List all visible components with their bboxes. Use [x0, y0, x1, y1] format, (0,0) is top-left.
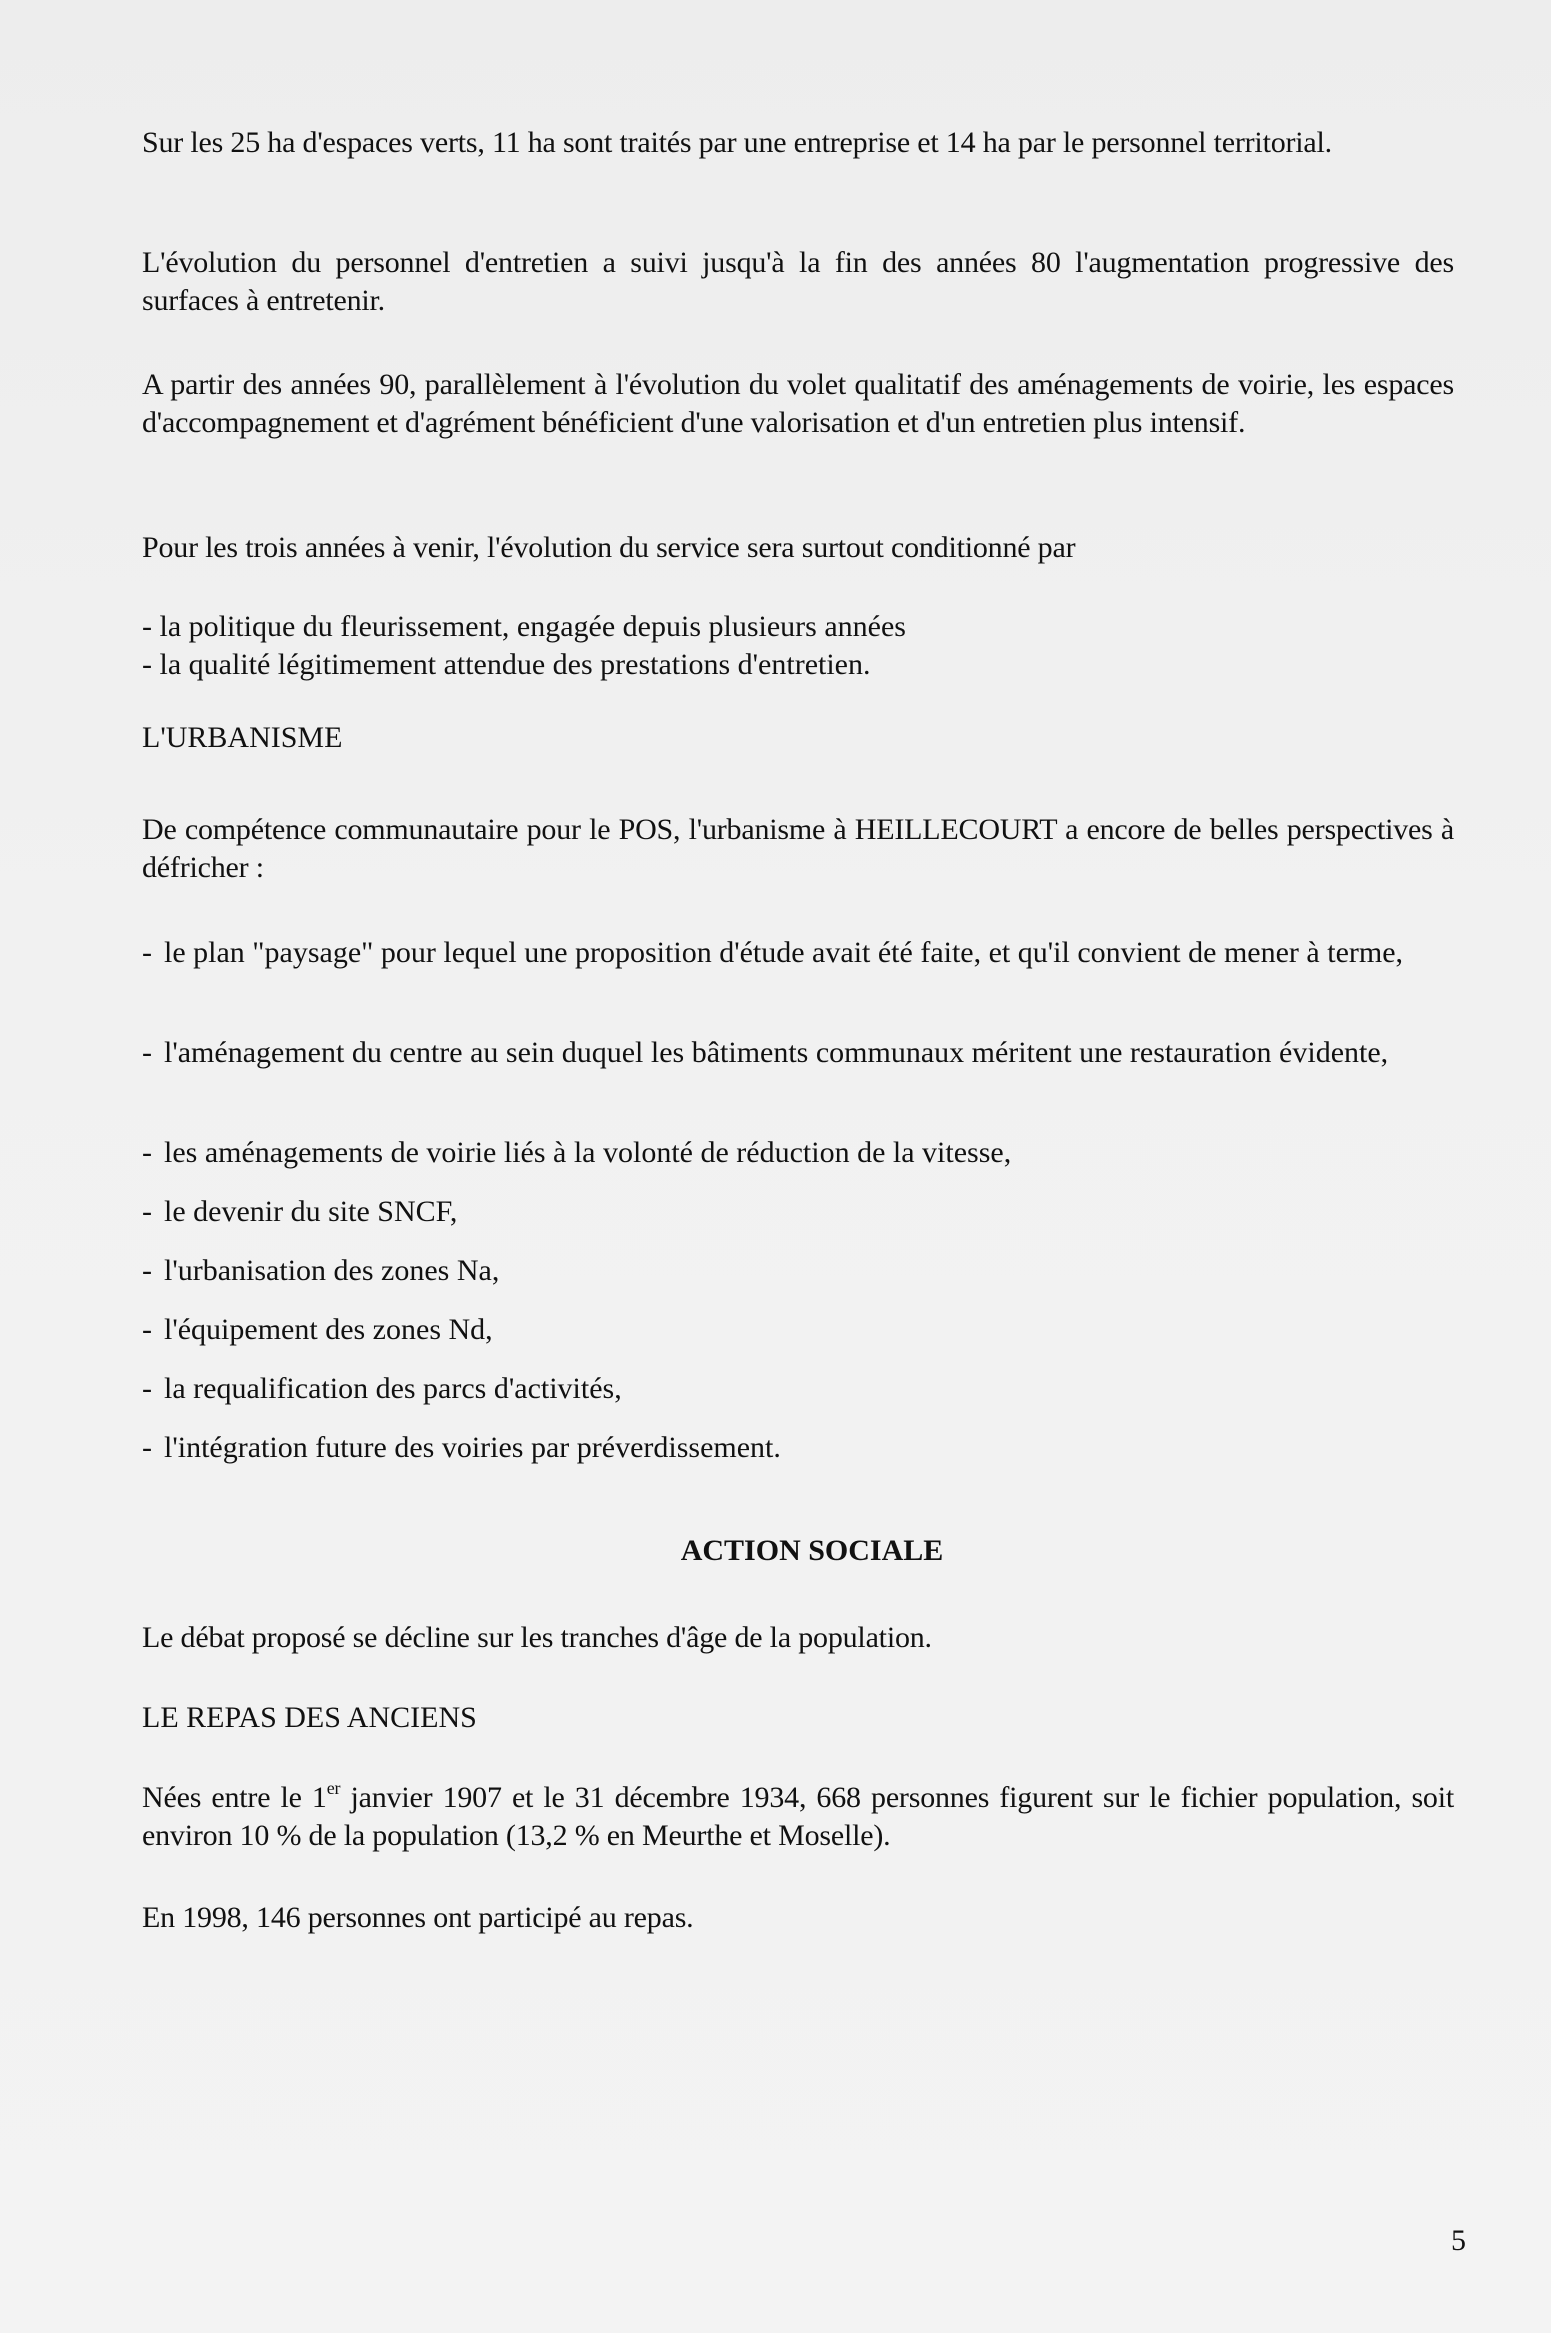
- section-heading-action-sociale: ACTION SOCIALE: [680, 1534, 944, 1567]
- paragraph-text: [142, 1779, 1454, 1855]
- paragraph-text: Sur les 25 ha d'espaces verts, 11 ha sont traités par une entreprise et 14 ha par le personnel territorial.: [142, 126, 1332, 159]
- list-dash: -: [142, 1136, 152, 1169]
- list-item-text: les aménagements de voirie liés à la volonté de réduction de la vitesse,: [164, 1136, 1012, 1169]
- list-item: - la qualité légitimement attendue des prestations d'entretien.: [142, 648, 871, 681]
- list-item-text: l'équipement des zones Nd,: [164, 1313, 493, 1346]
- list-dash: -: [142, 1254, 152, 1287]
- list-item-text: le plan "paysage" pour lequel une proposition d'étude avait été faite, et qu'il convient de mener à terme,: [164, 936, 1404, 969]
- list-item: [142, 1370, 1454, 1408]
- ordinal-superscript: er: [326, 1778, 341, 1798]
- paragraph-repas-1998: [142, 1899, 1454, 1937]
- list-item: [142, 1134, 1454, 1172]
- service-conditions-list: [142, 608, 1454, 684]
- list-dash: -: [142, 1036, 152, 1069]
- paragraph-text: A partir des années 90, parallèlement à l'évolution du volet qualitatif des aménagements de voirie, les espaces d'accompagnement et d'agrément bénéficient d'une valorisation et d'un entretien plus intensif.: [142, 368, 1454, 439]
- paragraph-text: Pour les trois années à venir, l'évolution du service sera surtout conditionné par: [142, 531, 1076, 564]
- paragraph-text: Le débat proposé se décline sur les tranches d'âge de la population.: [142, 1621, 932, 1654]
- paragraph-suffix: janvier 1907 et le 31 décembre 1934, 668 personnes figurent sur le fichier population, soit environ 10 % de la population (13,2 % en Meurthe et Moselle).: [142, 1781, 1454, 1852]
- subheading-repas-des-anciens: LE REPAS DES ANCIENS: [142, 1701, 477, 1734]
- list-dash: -: [142, 936, 152, 969]
- paragraph-text: L'évolution du personnel d'entretien a suivi jusqu'à la fin des années 80 l'augmentation progressive des surfaces à entretenir.: [142, 246, 1454, 317]
- list-item: [142, 1193, 1454, 1231]
- list-item-text: le devenir du site SNCF,: [164, 1195, 458, 1228]
- paragraph-trois-annees: [142, 529, 1454, 567]
- paragraph-annees-90: [142, 366, 1454, 442]
- paragraph-nees-entre: [142, 1779, 1454, 1855]
- paragraph-text: De compétence communautaire pour le POS, l'urbanisme à HEILLECOURT a encore de belles perspectives à défricher :: [142, 813, 1454, 884]
- paragraph-urbanisme-intro: [142, 811, 1454, 887]
- list-item: [142, 934, 1454, 972]
- list-dash: -: [142, 1372, 152, 1405]
- paragraph-text: En 1998, 146 personnes ont participé au repas.: [142, 1901, 694, 1934]
- paragraph-prefix: Nées entre le 1: [142, 1781, 327, 1814]
- list-item-text: l'aménagement du centre au sein duquel les bâtiments communaux méritent une restauration évidente,: [164, 1036, 1389, 1069]
- list-item: [142, 1252, 1454, 1290]
- list-item: - la politique du fleurissement, engagée depuis plusieurs années: [142, 610, 906, 643]
- list-dash: -: [142, 1431, 152, 1464]
- list-item: [142, 1429, 1454, 1467]
- list-item: [142, 1034, 1454, 1072]
- list-item: [142, 1311, 1454, 1349]
- list-item-text: l'urbanisation des zones Na,: [164, 1254, 500, 1287]
- list-dash: -: [142, 1313, 152, 1346]
- section-heading-urbanisme: L'URBANISME: [142, 721, 343, 754]
- page-number: 5: [1451, 2224, 1466, 2257]
- list-dash: -: [142, 1195, 152, 1228]
- list-item-text: la requalification des parcs d'activités,: [164, 1372, 622, 1405]
- paragraph-espaces-verts: [142, 124, 1454, 162]
- paragraph-action-sociale-intro: [142, 1619, 1454, 1657]
- paragraph-evolution-personnel: [142, 244, 1454, 320]
- list-item-text: l'intégration future des voiries par préverdissement.: [164, 1431, 781, 1464]
